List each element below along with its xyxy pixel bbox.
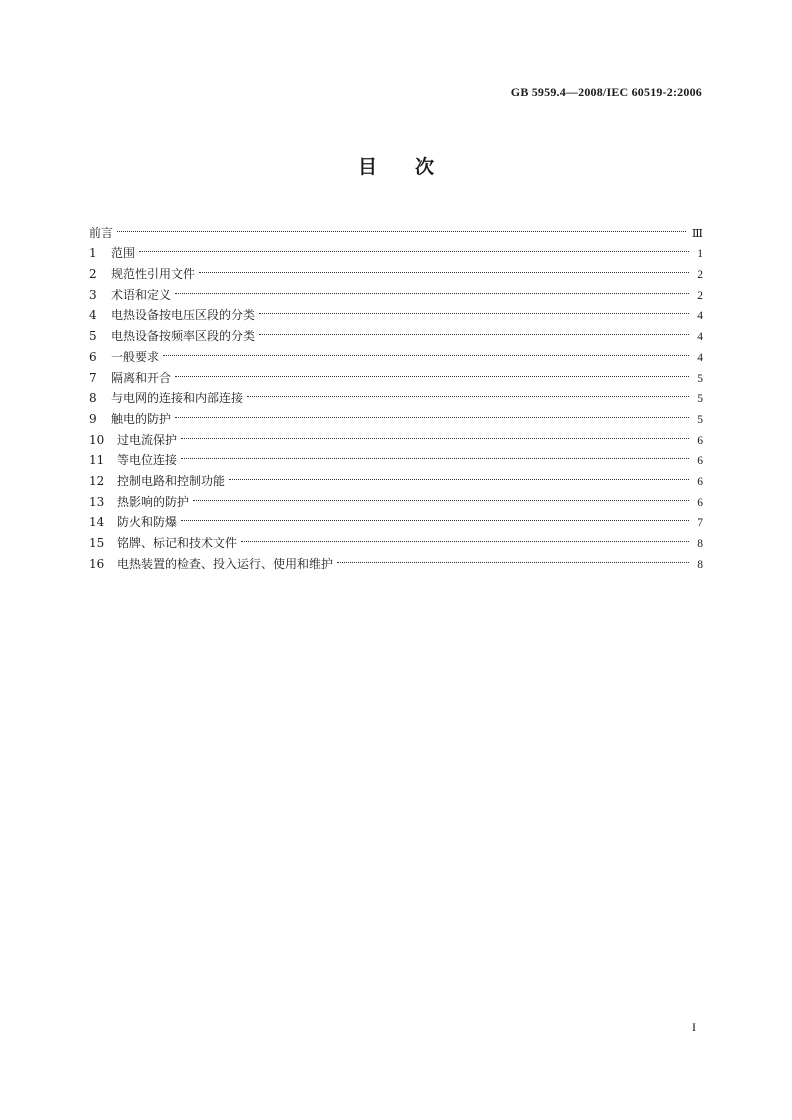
dot-leader — [181, 423, 689, 444]
dot-leader — [175, 402, 689, 423]
dot-leader — [241, 526, 689, 547]
dot-leader — [181, 444, 689, 465]
toc-entry[interactable] — [89, 526, 703, 550]
toc-entry[interactable] — [89, 278, 703, 302]
toc-entry[interactable] — [89, 382, 703, 406]
toc-entry[interactable] — [89, 361, 703, 385]
toc-entry[interactable] — [89, 444, 703, 468]
toc-entry[interactable] — [89, 402, 703, 426]
toc-entry[interactable] — [89, 237, 703, 261]
toc-entry-title: 热影响的防护 — [117, 494, 190, 509]
toc-entry-number: 13 — [89, 494, 105, 509]
toc-entry-title: 电热装置的检查、投入运行、使用和维护 — [117, 556, 334, 571]
toc-entry-page: 5 — [697, 372, 703, 385]
standard-code: GB 5959.4—2008/IEC 60519-2:2006 — [510, 85, 702, 99]
toc-entry-number: 1 — [89, 246, 97, 261]
dot-leader — [181, 506, 689, 527]
toc-entry-page: 8 — [697, 538, 703, 550]
toc-entry-foreword[interactable] — [89, 216, 703, 240]
toc-entry-number: 11 — [89, 453, 105, 468]
toc-entry-number: 8 — [89, 391, 97, 406]
toc-entry-title: 隔离和开合 — [111, 370, 172, 385]
dot-leader — [337, 547, 689, 568]
toc-entry-page: 2 — [697, 289, 703, 302]
toc-entry-page: Ⅲ — [691, 227, 703, 240]
toc-entry-page: 5 — [697, 393, 703, 406]
toc-entry-page: 5 — [697, 413, 703, 426]
toc-entry-number: 2 — [89, 267, 97, 282]
toc-entry-title: 电热设备按电压区段的分类 — [111, 308, 256, 323]
toc-entry-title: 防火和防爆 — [117, 515, 178, 530]
dot-leader — [259, 319, 689, 340]
dot-leader — [247, 382, 689, 403]
toc-entry-title: 范围 — [111, 246, 136, 261]
dot-leader — [139, 237, 689, 258]
table-of-contents — [89, 216, 703, 571]
toc-entry-number: 7 — [89, 370, 97, 385]
toc-entry-title: 术语和定义 — [111, 287, 172, 302]
toc-entry-title: 铭牌、标记和技术文件 — [117, 536, 238, 550]
toc-entry-title: 规范性引用文件 — [111, 267, 196, 282]
toc-title-char-2: 次 — [415, 156, 435, 178]
toc-entry-title: 触电的防护 — [111, 411, 172, 426]
toc-entry-page: 8 — [697, 558, 703, 571]
toc-entry-title: 一般要求 — [111, 349, 160, 364]
dot-leader — [175, 361, 689, 382]
toc-entry-title: 电热设备按频率区段的分类 — [111, 329, 256, 344]
toc-title-char-1: 目 — [357, 156, 377, 178]
dot-leader — [117, 216, 686, 237]
toc-entry-title: 与电网的连接和内部连接 — [111, 391, 244, 406]
dot-leader — [259, 299, 689, 320]
toc-entry-page: 2 — [697, 269, 703, 282]
toc-entry-page: 6 — [697, 455, 703, 468]
toc-entry-title: 前言 — [89, 225, 114, 240]
toc-entry-page: 4 — [697, 331, 703, 344]
toc-entry-page: 6 — [697, 475, 703, 488]
dot-leader — [199, 257, 689, 278]
toc-entry-title: 等电位连接 — [117, 453, 178, 468]
toc-entry-page: 4 — [697, 310, 703, 323]
toc-entry-number: 5 — [89, 329, 97, 344]
toc-title — [0, 152, 792, 179]
toc-entry-number: 14 — [89, 515, 105, 530]
toc-entry-number: 4 — [89, 308, 97, 323]
page-number: I — [692, 1020, 696, 1034]
dot-leader — [229, 464, 689, 485]
toc-entry-page: 6 — [697, 434, 703, 447]
toc-entry[interactable] — [89, 423, 703, 447]
toc-entry-page: 4 — [697, 351, 703, 364]
toc-entry[interactable] — [89, 464, 703, 488]
toc-entry-title: 控制电路和控制功能 — [117, 473, 226, 488]
toc-entry-number: 10 — [89, 432, 105, 447]
toc-entry-page: 6 — [697, 496, 703, 509]
toc-entry[interactable] — [89, 340, 703, 364]
toc-entry-number: 15 — [89, 536, 105, 550]
toc-entry-page: 7 — [697, 517, 703, 530]
dot-leader — [163, 340, 689, 361]
toc-entry-number: 3 — [89, 287, 97, 302]
toc-entry-number: 16 — [89, 556, 105, 571]
toc-entry-page: 1 — [697, 248, 703, 261]
toc-entry[interactable] — [89, 506, 703, 530]
toc-entry[interactable] — [89, 299, 703, 323]
toc-entry[interactable] — [89, 257, 703, 282]
toc-entry-title: 过电流保护 — [117, 432, 178, 447]
toc-entry-number: 9 — [89, 411, 97, 426]
toc-entry-number: 6 — [89, 349, 97, 364]
dot-leader — [175, 278, 689, 299]
toc-entry-number: 12 — [89, 473, 105, 488]
dot-leader — [193, 485, 689, 506]
